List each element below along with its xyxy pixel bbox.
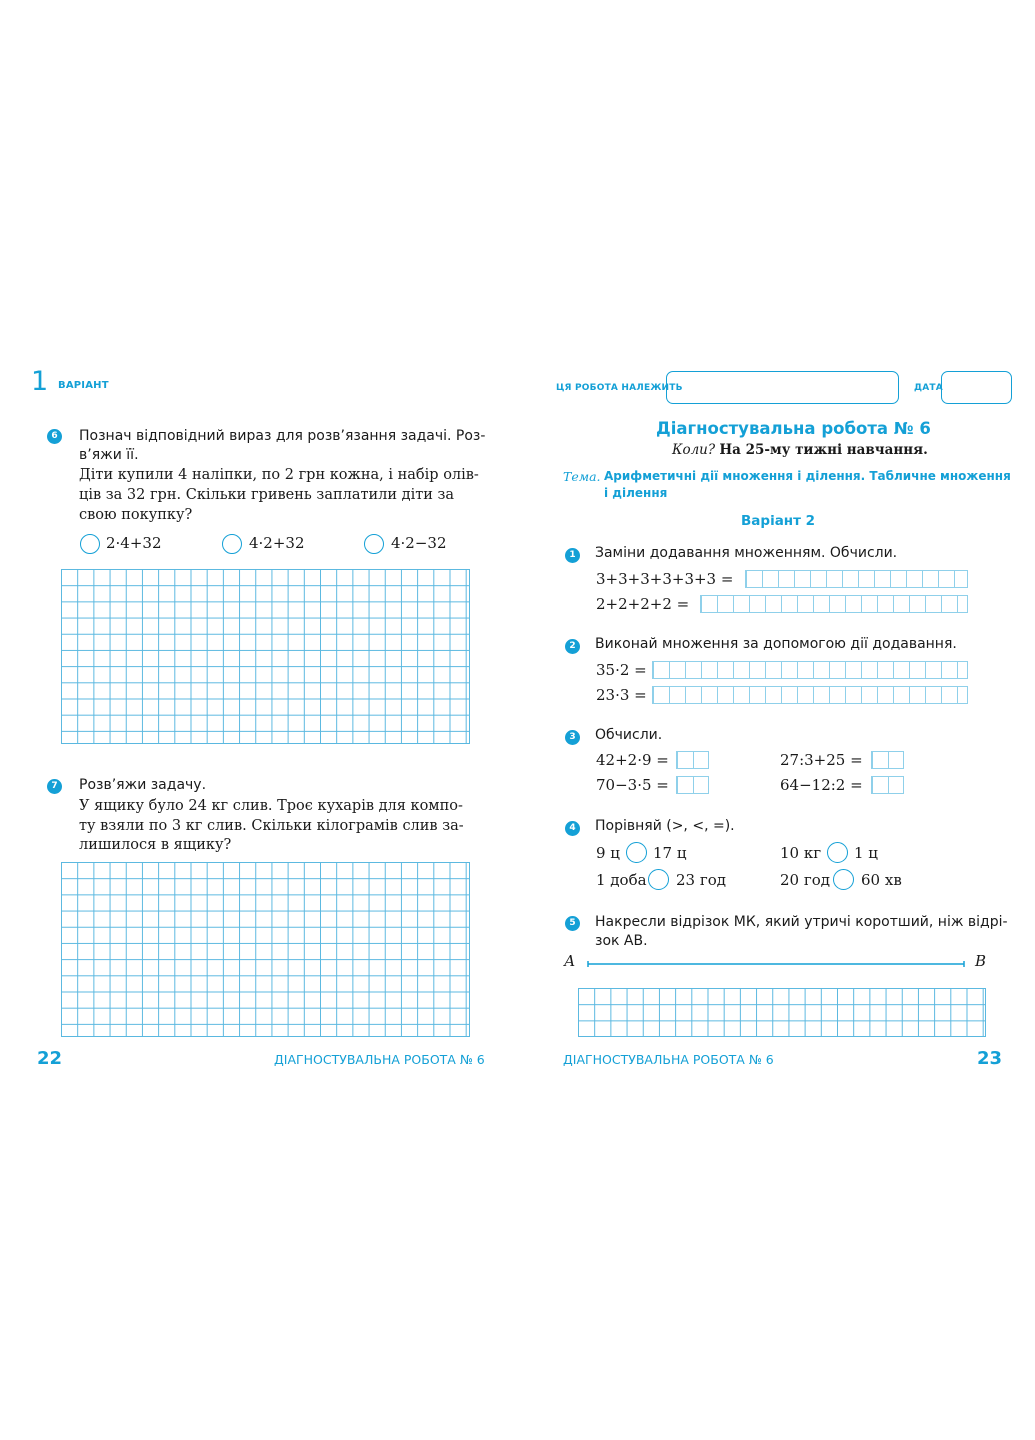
- compare-a-right: 17 ц: [653, 844, 687, 862]
- compare-b-circle[interactable]: [648, 869, 669, 890]
- task-6-problem-3: свою покупку?: [79, 507, 193, 523]
- task-7-instruction: Розв’яжи задачу.: [79, 777, 207, 793]
- option-label-1: 2·4+32: [106, 534, 162, 552]
- task-2-answer-cells-2[interactable]: [652, 686, 968, 704]
- compare-b-right: 23 год: [676, 871, 726, 889]
- right-page-number: 23: [977, 1048, 1003, 1069]
- task-6-answer-grid[interactable]: [61, 569, 470, 744]
- task-3-answer-cells-2[interactable]: [676, 776, 709, 794]
- task-3-badge: 3: [565, 730, 580, 745]
- task-1-expr-2: 2+2+2+2 =: [596, 595, 690, 613]
- left-footer-title: ДІАГНОСТУВАЛЬНА РОБОТА № 6: [274, 1052, 485, 1067]
- task-3-expr-1: 42+2·9 =: [596, 751, 669, 769]
- task-7-badge: 7: [47, 779, 62, 794]
- when-line: [672, 442, 928, 458]
- task-2-expr-1: 35·2 =: [596, 661, 647, 679]
- option-label-3: 4·2−32: [391, 534, 447, 552]
- task-7-problem-3: лишилося в ящику?: [79, 837, 232, 853]
- owner-name-field[interactable]: [666, 371, 899, 404]
- option-circle-3[interactable]: [364, 534, 384, 554]
- task-1-answer-cells-2[interactable]: [700, 595, 968, 613]
- task-3-expr-2: 70−3·5 =: [596, 776, 669, 794]
- task-3-instruction: Обчисли.: [595, 727, 663, 743]
- compare-a-circle[interactable]: [626, 842, 647, 863]
- task-6-instruction-1: Познач відповідний вираз для розв’язання задачі. Роз-: [79, 428, 486, 444]
- task-4-instruction: Порівняй (>, <, =).: [595, 818, 735, 834]
- compare-b-left: 1 доба: [596, 871, 647, 889]
- compare-c-circle[interactable]: [827, 842, 848, 863]
- when-answer: На 25-му тижні навчання.: [719, 442, 928, 458]
- segment-ab: [586, 958, 966, 970]
- task-3-expr-3: 27:3+25 =: [780, 751, 863, 769]
- date-field[interactable]: [941, 371, 1012, 404]
- task-6-badge: 6: [47, 429, 62, 444]
- task-1-badge: 1: [565, 548, 580, 563]
- task-2-instruction: Виконай множення за допомогою дії додавання.: [595, 636, 957, 652]
- task-3-answer-cells-3[interactable]: [871, 751, 904, 769]
- task-7-problem-2: ту взяли по 3 кг слив. Скільки кілограмів слив за-: [79, 818, 464, 834]
- point-b-label: В: [975, 952, 987, 970]
- task-2-badge: 2: [565, 639, 580, 654]
- task-2-answer-cells-1[interactable]: [652, 661, 968, 679]
- task-1-instruction: Заміни додавання множенням. Обчисли.: [595, 545, 898, 561]
- task-3-expr-4: 64−12:2 =: [780, 776, 863, 794]
- task-3-answer-cells-4[interactable]: [871, 776, 904, 794]
- compare-c-right: 1 ц: [854, 844, 878, 862]
- theme-line-2: і ділення: [604, 486, 668, 500]
- option-label-2: 4·2+32: [249, 534, 305, 552]
- task-5-instruction-2: зок АВ.: [595, 933, 648, 949]
- task-5-instruction-1: Накресли відрізок МК, який утричі коротший, ніж відрі-: [595, 914, 1008, 930]
- task-4-badge: 4: [565, 821, 580, 836]
- belongs-label: ЦЯ РОБОТА НАЛЕЖИТЬ: [556, 383, 683, 393]
- right-footer-title: ДІАГНОСТУВАЛЬНА РОБОТА № 6: [563, 1052, 774, 1067]
- compare-d-right: 60 хв: [861, 871, 902, 889]
- task-7-answer-grid[interactable]: [61, 862, 470, 1037]
- task-5-drawing-grid[interactable]: [578, 988, 986, 1037]
- variant-label: ВАРІАНТ: [58, 380, 109, 391]
- compare-d-circle[interactable]: [833, 869, 854, 890]
- task-6-instruction-2: в’яжи її.: [79, 447, 139, 463]
- task-6-problem-1: Діти купили 4 наліпки, по 2 грн кожна, і набір олів-: [79, 467, 479, 483]
- theme-line-1: Арифметичні дії множення і ділення. Табличне множення: [604, 469, 1011, 483]
- date-label: ДАТА: [914, 383, 943, 393]
- point-a-label: А: [564, 952, 576, 970]
- task-2-expr-2: 23·3 =: [596, 686, 647, 704]
- when-question: Коли?: [672, 442, 716, 458]
- task-1-answer-cells-1[interactable]: [745, 570, 968, 588]
- task-1-expr-1: 3+3+3+3+3+3 =: [596, 570, 734, 588]
- compare-d-left: 20 год: [780, 871, 830, 889]
- theme-label: Тема.: [563, 469, 601, 484]
- task-6-problem-2: ців за 32 грн. Скільки гривень заплатили діти за: [79, 487, 455, 503]
- compare-c-left: 10 кг: [780, 844, 822, 862]
- task-7-problem-1: У ящику було 24 кг слив. Троє кухарів для компо-: [79, 798, 463, 814]
- variant-number: 1: [31, 366, 49, 397]
- variant-title: Варіант 2: [741, 513, 816, 529]
- option-circle-1[interactable]: [80, 534, 100, 554]
- task-3-answer-cells-1[interactable]: [676, 751, 709, 769]
- option-circle-2[interactable]: [222, 534, 242, 554]
- compare-a-left: 9 ц: [596, 844, 620, 862]
- page-title: Діагностувальна робота № 6: [656, 419, 931, 438]
- left-page-number: 22: [37, 1048, 63, 1069]
- task-5-badge: 5: [565, 916, 580, 931]
